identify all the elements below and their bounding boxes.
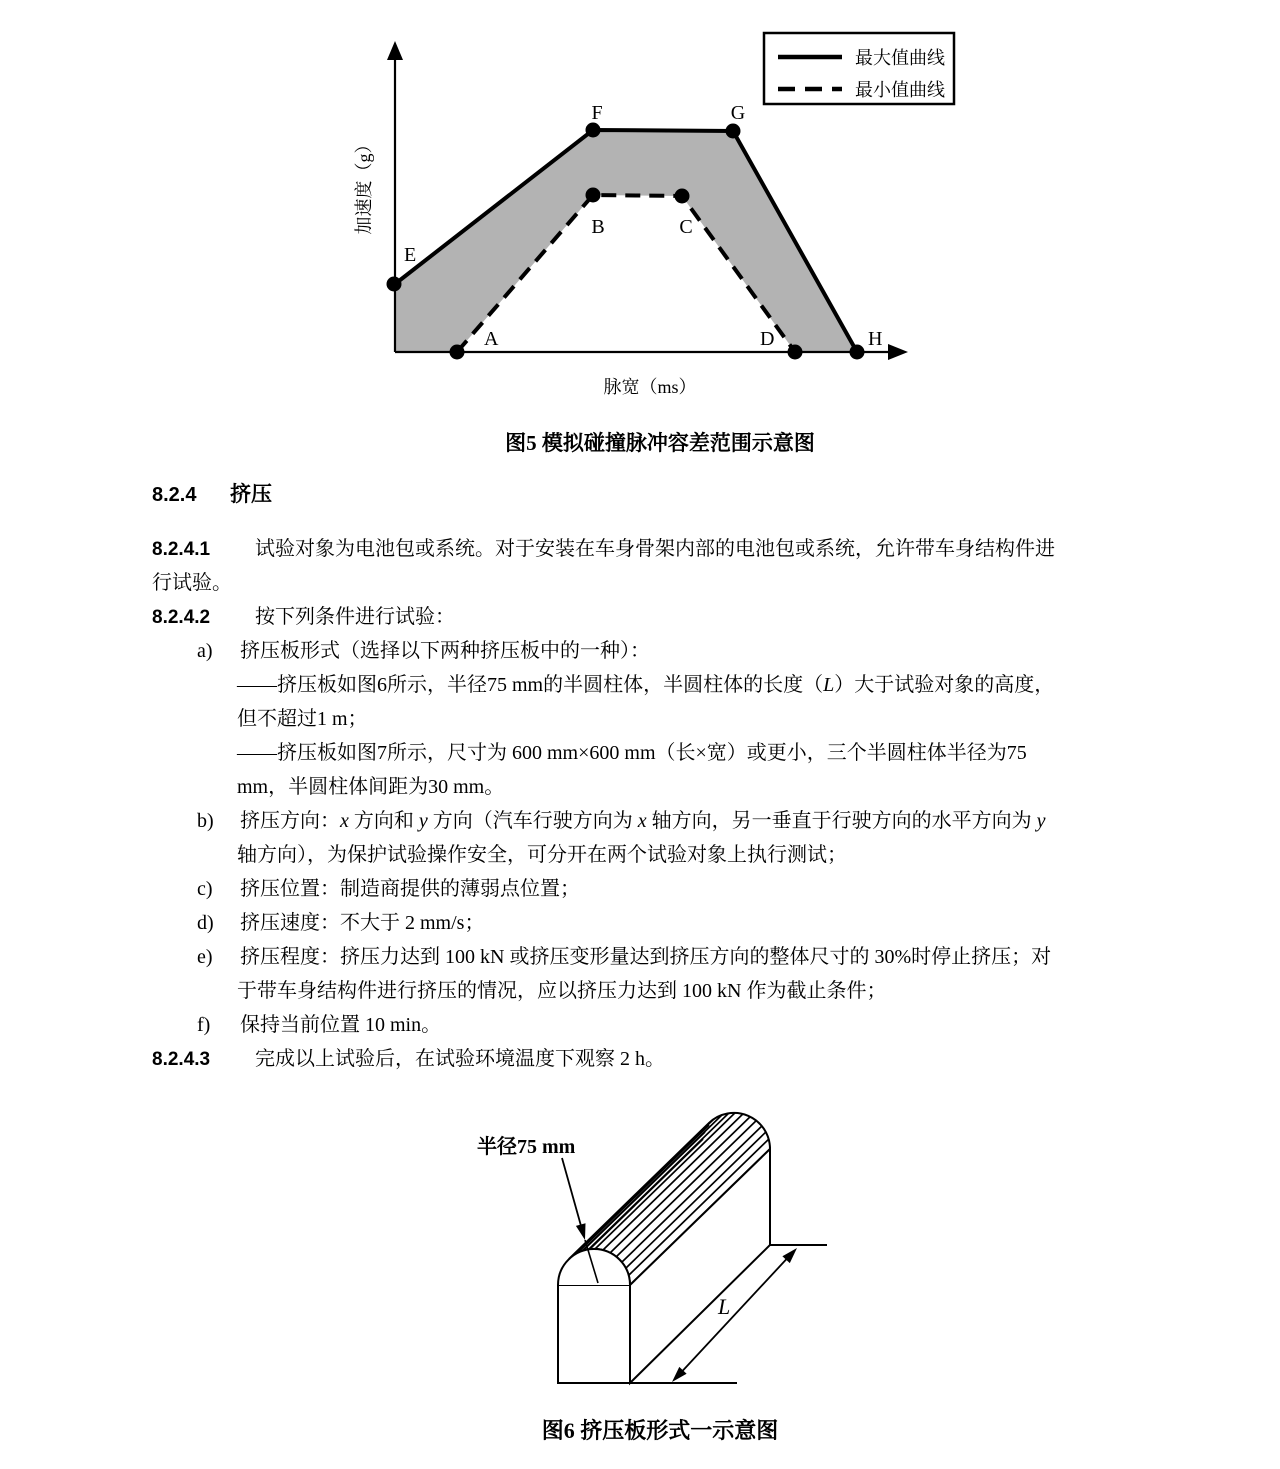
section-heading (152, 477, 1212, 511)
list-item-d: d) 挤压速度：不大于 2 mm/s； (152, 906, 1212, 940)
list-marker-e: e) (197, 946, 213, 968)
list-item-c: c) 挤压位置：制造商提供的薄弱点位置； (152, 872, 1212, 906)
figure6-caption: 图6 挤压板形式一示意图 (541, 1418, 779, 1443)
y-axis-arrow (387, 41, 403, 60)
heading-title: 挤压 (230, 482, 272, 506)
list-item-a-dash1-cont: 但不超过1 m； (237, 708, 368, 730)
list-marker-b: b) (197, 810, 214, 832)
point-label-e: E (404, 244, 417, 266)
list-item-a-dash2-cont: mm，半圆柱体间距为30 mm。 (237, 776, 505, 798)
legend-min-label: 最小值曲线 (855, 80, 945, 100)
paragraph-8-2-4-1-line1: 8.2.4.1 试验对象为电池包或系统。对于安装在车身骨架内部的电池包或系统，允许带车身结构件进 (152, 532, 1212, 566)
list-item-b-line1: b) 挤压方向：x 方向和 y 方向（汽车行驶方向为 x 轴方向，另一垂直于行驶方向的水平方向为 y (152, 804, 1212, 838)
clause-number: 8.2.4.2 (152, 607, 211, 628)
list-item-a-dash2: ——挤压板如图7所示，尺寸为 600 mm×600 mm（长×宽）或更小，三个半圆柱体半径为75 (237, 742, 1027, 764)
list-marker-c: c) (197, 878, 213, 900)
heading-number: 8.2.4 (152, 484, 197, 506)
figure6-drawing (0, 1080, 1280, 1420)
list-marker-f: f) (197, 1014, 211, 1036)
point-label-d: D (760, 328, 775, 350)
paragraph-8-2-4-3: 8.2.4.3 完成以上试验后，在试验环境温度下观察 2 h。 (152, 1042, 1212, 1076)
legend-max-label: 最大值曲线 (855, 48, 945, 68)
list-marker-d: d) (197, 912, 214, 934)
paragraph-8-2-4-1-line2: 行试验。 (152, 572, 232, 594)
list-item-b-line2: 轴方向），为保护试验操作安全，可分开在两个试验对象上执行测试； (237, 844, 847, 866)
section-8-2-4 (152, 477, 1212, 1076)
point-label-g: G (730, 102, 746, 124)
figure5-chart (0, 0, 1280, 420)
list-marker-a: a) (197, 640, 213, 662)
paragraph-8-2-4-2: 8.2.4.2 按下列条件进行试验： (152, 600, 1212, 634)
list-item-e-line2: 于带车身结构件进行挤压的情况，应以挤压力达到 100 kN 作为截止条件； (237, 980, 887, 1002)
tolerance-band (395, 130, 857, 352)
point-label-h: H (868, 328, 883, 350)
list-item-a-dash1: ——挤压板如图6所示，半径75 mm的半圆柱体，半圆柱体的长度（L）大于试验对象的高度， (237, 674, 1055, 696)
clause-number: 8.2.4.1 (152, 539, 211, 560)
point-label-b: B (591, 216, 605, 238)
front-face-rect (558, 1285, 630, 1383)
y-axis-label: 加速度（g） (354, 135, 375, 235)
x-axis-arrow (888, 344, 908, 360)
x-axis-label: 脉宽（ms） (603, 377, 697, 397)
clause-number: 8.2.4.3 (152, 1049, 211, 1070)
length-label: L (718, 1294, 731, 1319)
list-item-e-line1: e) 挤压程度：挤压力达到 100 kN 或挤压变形量达到挤压方向的整体尺寸的 30%时停止挤压；对 (152, 940, 1212, 974)
list-item-f: f) 保持当前位置 10 min。 (152, 1008, 1212, 1042)
figure5-caption: 图5 模拟碰撞脉冲容差范围示意图 (505, 431, 815, 455)
point-label-c: C (679, 216, 693, 238)
legend (764, 33, 954, 104)
point-label-f: F (591, 102, 603, 124)
radius-label: 半径75 mm (477, 1136, 576, 1158)
point-label-a: A (484, 328, 499, 350)
list-item-a: a) 挤压板形式（选择以下两种挤压板中的一种）： (152, 634, 1212, 668)
